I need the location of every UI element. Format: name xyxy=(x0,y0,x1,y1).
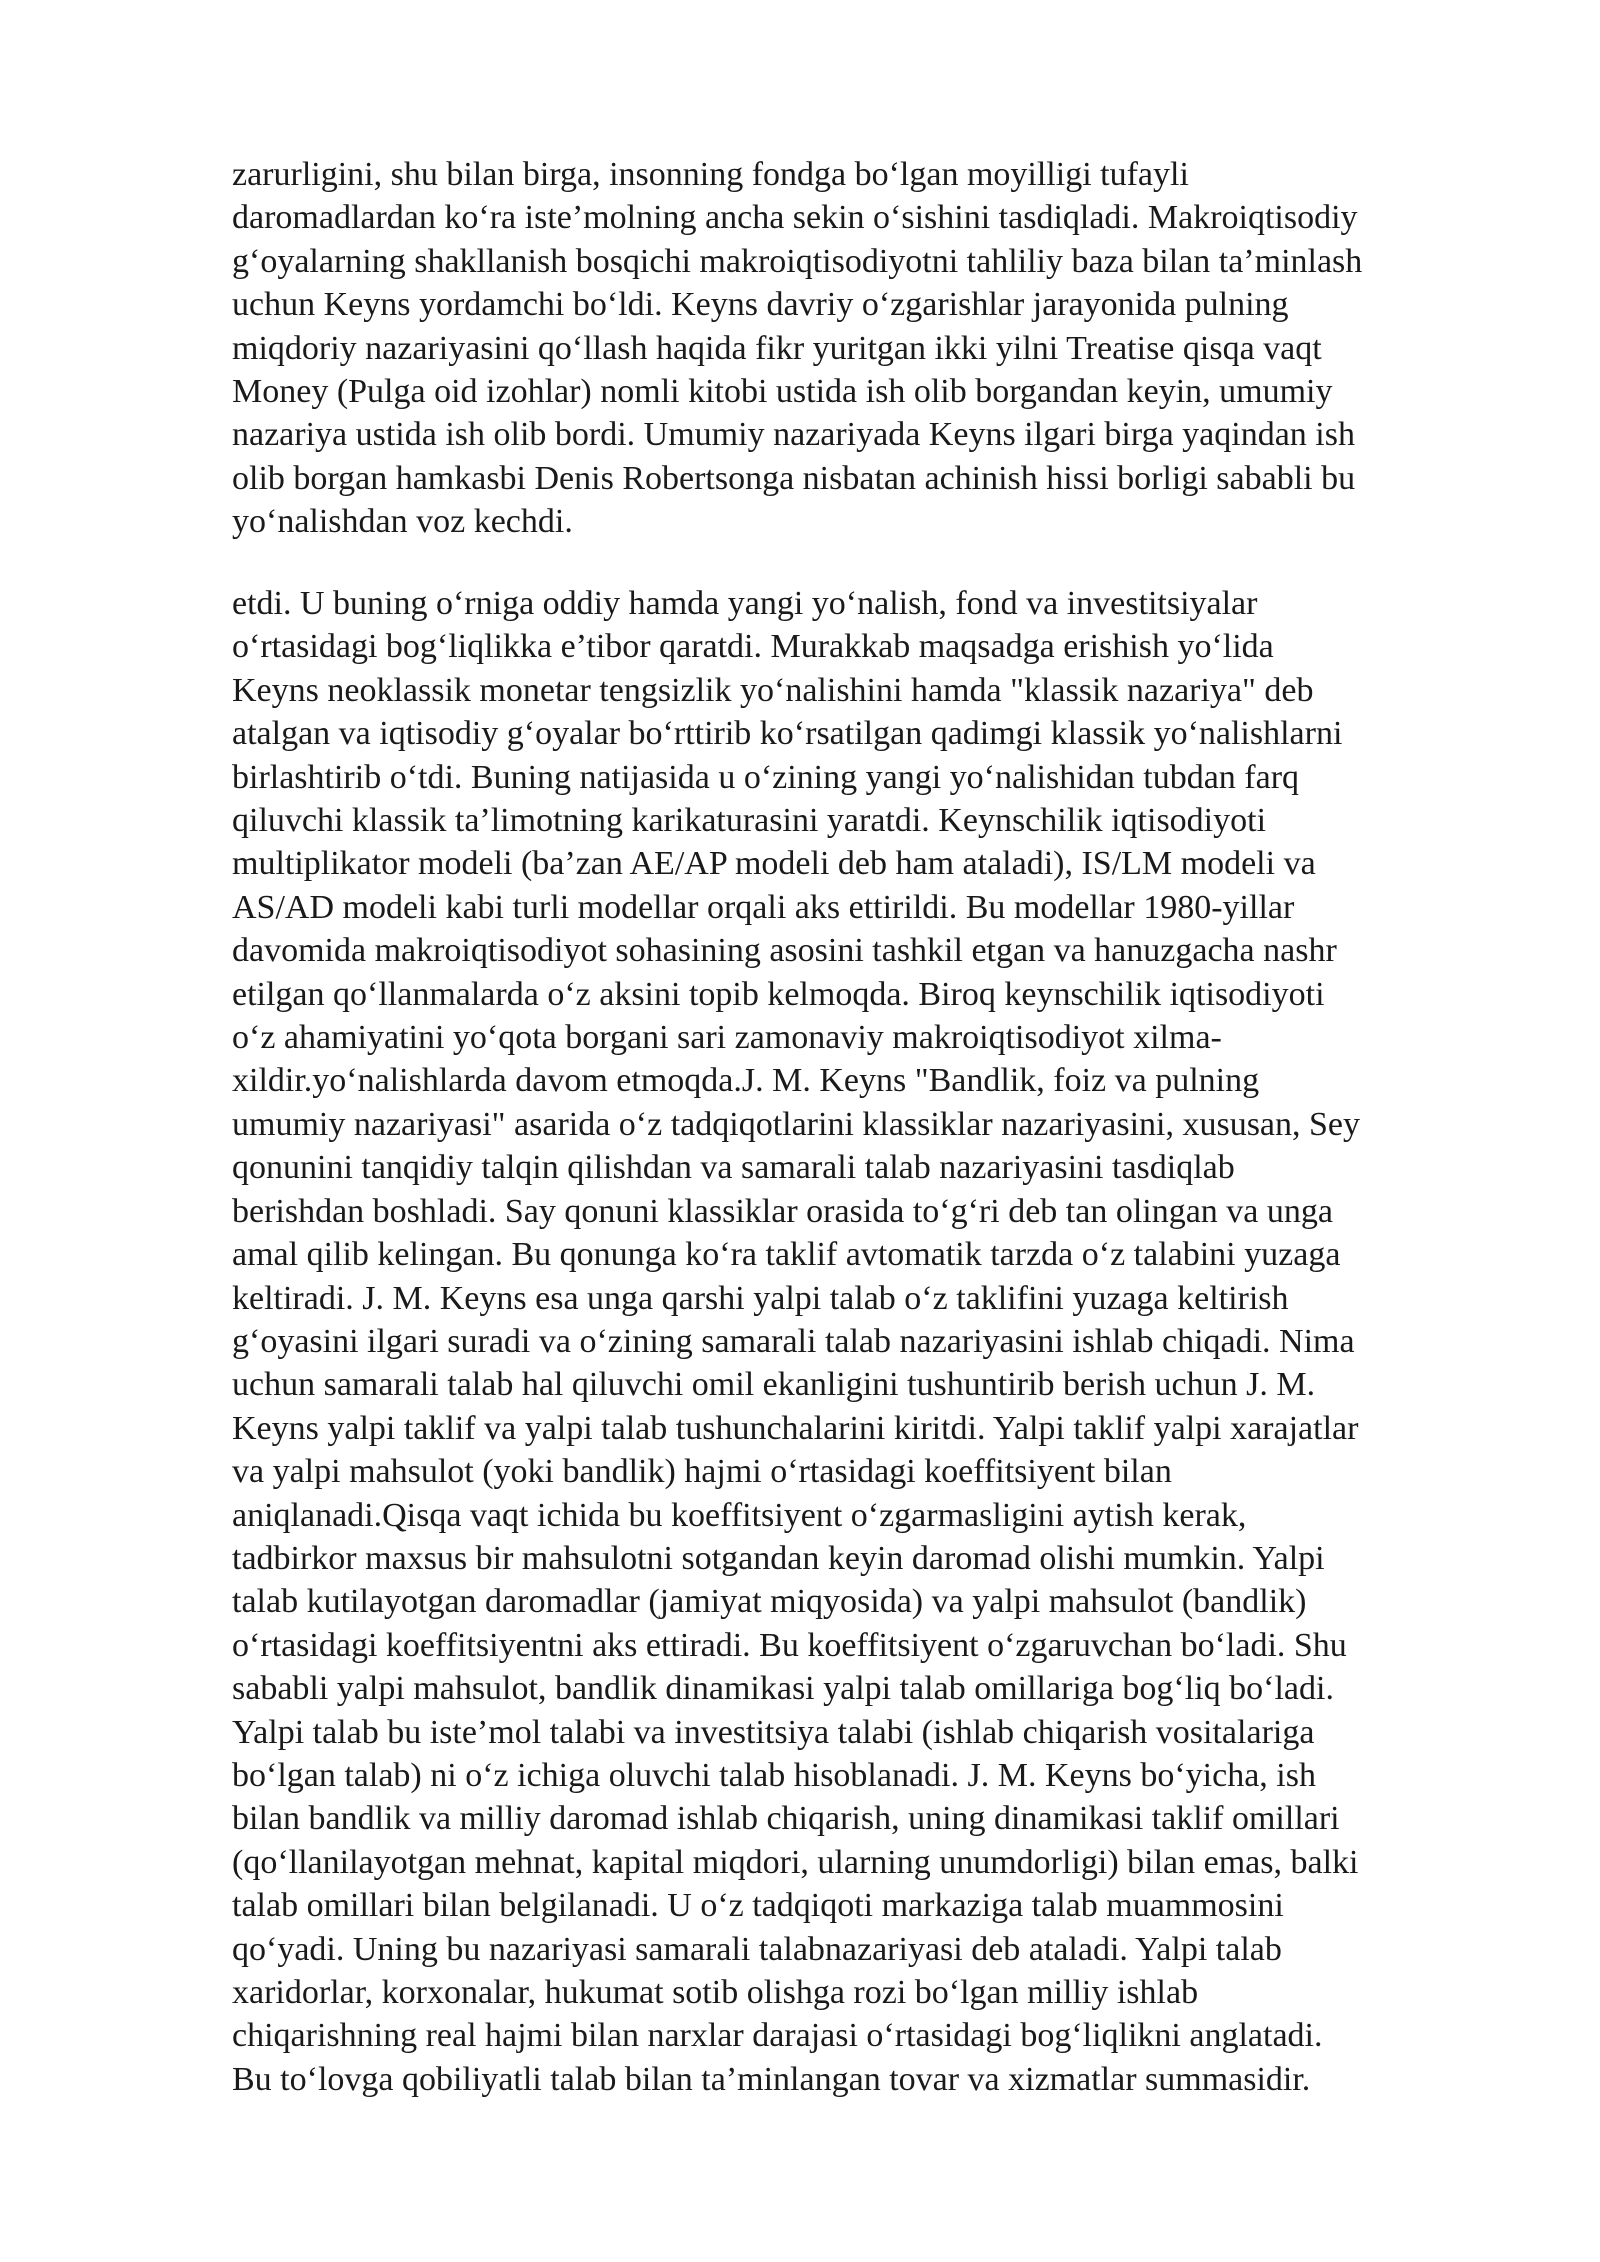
text-line: g‘oyalarning shakllanish bosqichi makroiqtisodiyotni tahliliy baza bilan ta’minlash xyxy=(232,242,1363,280)
text-line: o‘z ahamiyatini yo‘qota borgani sari zamonaviy makroiqtisodiyot xilma- xyxy=(232,1019,1222,1057)
text-line: Yalpi talab bu iste’mol talabi va investitsiya talabi (ishlab chiqarish vositalariga xyxy=(232,1713,1315,1751)
text-line: umumiy nazariyasi" asarida o‘z tadqiqotlarini klassiklar nazariyasini, xususan, Sey xyxy=(232,1105,1361,1143)
text-line: aniqlanadi.Qisqa vaqt ichida bu koeffitsiyent o‘zgarmasligini aytish kerak, xyxy=(232,1496,1247,1534)
paragraph xyxy=(232,153,1502,544)
text-line: nazariya ustida ish olib bordi. Umumiy nazariyada Keyns ilgari birga yaqindan ish xyxy=(232,416,1355,454)
text-line: amal qilib kelingan. Bu qonunga ko‘ra taklif avtomatik tarzda o‘z talabini yuzaga xyxy=(232,1236,1341,1274)
paragraph xyxy=(232,582,1502,2101)
text-line: miqdoriy nazariyasini qo‘llash haqida fikr yuritgan ikki yilni Treatise qisqa vaqt xyxy=(232,329,1322,367)
text-line: etilgan qo‘llanmalarda o‘z aksini topib kelmoqda. Biroq keynschilik iqtisodiyoti xyxy=(232,975,1325,1013)
text-line: yo‘nalishdan voz kechdi. xyxy=(232,503,573,541)
text-line: qo‘yadi. Uning bu nazariyasi samarali talabnazariyasi deb ataladi. Yalpi talab xyxy=(232,1930,1282,1968)
text-line: xaridorlar, korxonalar, hukumat sotib olishga rozi bo‘lgan milliy ishlab xyxy=(232,1974,1199,2011)
text-line: daromadlardan ko‘ra iste’molning ancha sekin o‘sishini tasdiqladi. Makroiqtisodiy xyxy=(232,199,1358,237)
text-line: bilan bandlik va milliy daromad ishlab chiqarish, uning dinamikasi taklif omillari xyxy=(232,1800,1340,1838)
text-line: berishdan boshladi. Say qonuni klassiklar orasida to‘g‘ri deb tan olingan va unga xyxy=(232,1192,1333,1230)
text-line: tadbirkor maxsus bir mahsulotni sotgandan keyin daromad olishi mumkin. Yalpi xyxy=(232,1539,1325,1577)
text-line: multiplikator modeli (ba’zan AE/AP modeli deb ham ataladi), IS/LM modeli va xyxy=(232,845,1316,883)
text-line: etdi. U buning o‘rniga oddiy hamda yangi yo‘nalish, fond va investitsiyalar xyxy=(232,585,1258,622)
text-line: uchun Keyns yordamchi bo‘ldi. Keyns davriy o‘zgarishlar jarayonida pulning xyxy=(232,286,1289,324)
text-line: keltiradi. J. M. Keyns esa unga qarshi yalpi talab o‘z taklifini yuzaga keltirish xyxy=(232,1279,1289,1317)
text-line: talab kutilayotgan daromadlar (jamiyat miqyosida) va yalpi mahsulot (bandlik) xyxy=(232,1583,1307,1621)
text-line: zarurligini, shu bilan birga, insonning fondga bo‘lgan moyilligi tufayli xyxy=(232,156,1189,193)
text-line: Keyns yalpi taklif va yalpi talab tushunchalarini kiritdi. Yalpi taklif yalpi xarajatlar xyxy=(232,1409,1359,1447)
text-line: birlashtirib o‘tdi. Buning natijasida u o‘zining yangi yo‘nalishidan tubdan farq xyxy=(232,758,1300,796)
text-line: (qo‘llanilayotgan mehnat, kapital miqdori, ularning unumdorligi) bilan emas, balki xyxy=(232,1843,1359,1881)
text-line: AS/AD modeli kabi turli modellar orqali aks ettirildi. Bu modellar 1980-yillar xyxy=(232,888,1295,926)
text-line: va yalpi mahsulot (yoki bandlik) hajmi o‘rtasidagi koeffitsiyent bilan xyxy=(232,1453,1172,1491)
text-line: o‘rtasidagi koeffitsiyentni aks ettiradi. Bu koeffitsiyent o‘zgaruvchan bo‘ladi. Shu xyxy=(232,1626,1347,1664)
text-line: talab omillari bilan belgilanadi. U o‘z tadqiqoti markaziga talab muammosini xyxy=(232,1887,1284,1925)
text-line: chiqarishning real hajmi bilan narxlar darajasi o‘rtasidagi bog‘liqlikni anglatadi. xyxy=(232,2017,1323,2055)
text-line: xildir.yo‘nalishlarda davom etmoqda.J. M. Keyns "Bandlik, foiz va pulning xyxy=(232,1062,1260,1100)
text-line: olib borgan hamkasbi Denis Robertsonga nisbatan achinish hissi borligi sababli bu xyxy=(232,459,1356,497)
text-line: bo‘lgan talab) ni o‘z ichiga oluvchi talab hisoblanadi. J. M. Keyns bo‘yicha, ish xyxy=(232,1756,1316,1794)
text-line: atalgan va iqtisodiy g‘oyalar bo‘rttirib ko‘rsatilgan qadimgi klassik yo‘nalishlarni xyxy=(232,715,1343,753)
text-line: Keyns neoklassik monetar tengsizlik yo‘nalishini hamda "klassik nazariya" deb xyxy=(232,671,1314,709)
text-line: Money (Pulga oid izohlar) nomli kitobi ustida ish olib borgandan keyin, umumiy xyxy=(232,373,1333,411)
text-line: g‘oyasini ilgari suradi va o‘zining samarali talab nazariyasini ishlab chiqadi. Nima xyxy=(232,1322,1355,1360)
text-line: davomida makroiqtisodiyot sohasining asosini tashkil etgan va hanuzgacha nashr xyxy=(232,932,1337,970)
text-line: qonunini tanqidiy talqin qilishdan va samarali talab nazariyasini tasdiqlab xyxy=(232,1149,1235,1187)
text-line: uchun samarali talab hal qiluvchi omil ekanligini tushuntirib berish uchun J. M. xyxy=(232,1366,1316,1404)
text-line: qiluvchi klassik ta’limotning karikaturasini yaratdi. Keynschilik iqtisodiyoti xyxy=(232,802,1267,840)
text-line: sababli yalpi mahsulot, bandlik dinamikasi yalpi talab omillariga bog‘liq bo‘ladi. xyxy=(232,1670,1334,1708)
text-line: Bu to‘lovga qobiliyatli talab bilan ta’minlangan tovar va xizmatlar summasidir. xyxy=(232,2060,1311,2098)
text-line: o‘rtasidagi bog‘liqlikka e’tibor qaratdi. Murakkab maqsadga erishish yo‘lida xyxy=(232,628,1274,666)
